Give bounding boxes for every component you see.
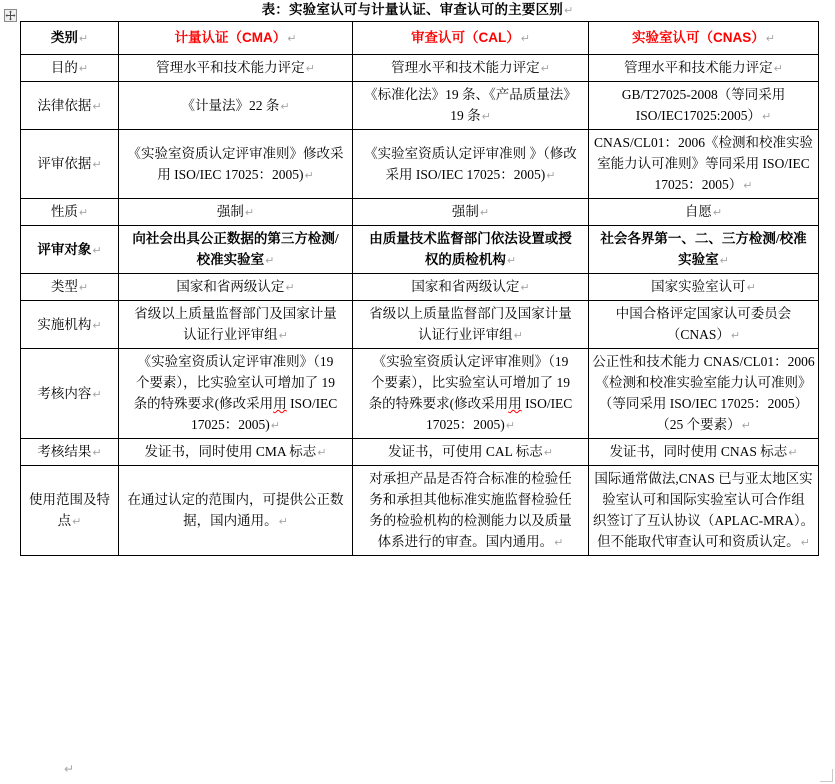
cell-line: （等同采用 ISO/IEC 17025：2005）: [598, 396, 809, 411]
cell-line: 国家和省两级认定↵: [411, 279, 530, 294]
cell-line: 在通过认定的范围内，可提供公正数: [127, 492, 344, 507]
cell-line: 条的特殊要求(修改采用用 ISO/IEC: [368, 396, 573, 411]
paragraph-mark: ↵: [773, 62, 783, 75]
cell-text: [121, 228, 350, 271]
cell-text: [591, 468, 816, 553]
cell-line: 据，国内通用。↵: [183, 513, 288, 528]
column-header-label: [21, 22, 119, 55]
paragraph-mark: ↵: [280, 99, 290, 113]
paragraph-mark: ↵: [762, 110, 772, 123]
paragraph-mark: ↵: [746, 281, 756, 294]
cell-cal-7: [353, 349, 589, 439]
cell-cma-6: [119, 301, 353, 349]
cell-line: 公正性和技术能力 CNAS/CL01：2006: [592, 354, 815, 369]
cell-line: 省级以上质量监督部门及国家计量: [369, 306, 572, 321]
cell-text: [355, 201, 586, 223]
cell-text: [355, 143, 586, 186]
paragraph-mark: ↵: [479, 206, 490, 219]
cell-line: （CNAS）↵: [666, 327, 741, 342]
cell-line: 性质↵: [50, 204, 89, 219]
cell-text: [591, 441, 816, 463]
cell-text: [591, 351, 816, 436]
cell-line: 法律依据↵: [37, 97, 102, 113]
cell-text: [121, 57, 350, 79]
paragraph-mark: ↵: [304, 168, 314, 182]
column-header-label: 计量认证（CMA）: [174, 30, 287, 45]
cell-line: 19 条↵: [450, 108, 491, 123]
cell-text: [23, 153, 116, 175]
page-title-text: 表：实验室认可与计量认证、审查认可的主要区别: [261, 2, 563, 17]
paragraph-mark: ↵: [78, 281, 89, 294]
row-label-5: [21, 274, 119, 301]
cell-text: [23, 276, 116, 298]
cell-line: 验室认可和国际实验室认可合作组: [602, 492, 805, 507]
cell-line: 《实验室资质认定评审准则》（19: [372, 354, 569, 369]
cell-line: 体系进行的审查。国内通用。↵: [377, 534, 564, 549]
cell-text: [121, 201, 350, 223]
cell-text: [355, 84, 586, 127]
cell-cma-7: [119, 349, 353, 439]
paragraph-mark: ↵: [265, 254, 275, 267]
cell-text: [121, 276, 350, 298]
table-row: [21, 199, 819, 226]
paragraph-mark: ↵: [72, 515, 82, 528]
cell-line: GB/T27025-2008（等同采用: [621, 87, 786, 102]
cell-cal-0: [353, 55, 589, 82]
table-row: [21, 439, 819, 466]
cell-line: ISO/IEC17025:2005）↵: [635, 108, 772, 123]
cell-line: 个要素），比实验室认可增加了 19: [370, 375, 571, 390]
cell-cma-4: [119, 226, 353, 274]
cell-line: 认证行业评审组↵: [183, 327, 288, 342]
paragraph-mark: ↵: [78, 206, 89, 219]
cell-line: 《计量法》22 条↵: [181, 97, 290, 113]
table-row: [21, 55, 819, 82]
cell-text: [355, 57, 586, 79]
cell-text: [355, 303, 586, 346]
paragraph-mark: ↵: [788, 446, 798, 459]
cell-cnas-4: [589, 226, 819, 274]
cell-line: 《实验室资质认定评审准则 》（修改: [364, 145, 577, 161]
cell-cma-8: [119, 439, 353, 466]
paragraph-mark: ↵: [92, 158, 102, 171]
table-row: [21, 226, 819, 274]
cell-line: 管理水平和技术能力评定↵: [624, 60, 783, 75]
cell-text: [23, 441, 116, 463]
column-header-cal: [353, 22, 589, 55]
cell-cnas-1: [589, 82, 819, 130]
cell-line: 认证行业评审组↵: [418, 327, 523, 342]
cell-line: 国家和省两级认定↵: [176, 279, 295, 294]
cell-line: 管理水平和技术能力评定↵: [391, 60, 550, 75]
cell-line: 用 ISO/IEC 17025：2005)↵: [157, 166, 314, 182]
cell-cnas-5: [589, 274, 819, 301]
paragraph-mark: ↵: [520, 32, 530, 45]
paragraph-mark: ↵: [563, 4, 574, 17]
paragraph-mark: ↵: [481, 110, 491, 123]
paragraph-mark: ↵: [78, 62, 89, 75]
cell-line: 织签订了互认协议（APLAC-MRA）。: [592, 513, 815, 528]
cell-text: [23, 489, 116, 532]
row-label-4: [21, 226, 119, 274]
spellcheck-underline: 用: [273, 396, 287, 411]
row-label-0: [21, 55, 119, 82]
cell-line: 《实验室资质认定评审准则》（19: [137, 354, 334, 369]
cell-line: 考核内容↵: [37, 385, 102, 401]
cell-text: [23, 95, 116, 117]
cell-cma-1: [119, 82, 353, 130]
cell-line: 向社会出具公正数据的第三方检测/: [132, 231, 339, 246]
cell-line: 权的质检机构↵: [424, 252, 517, 267]
cell-line: 点↵: [57, 513, 82, 528]
cell-text: [121, 303, 350, 346]
paragraph-mark: ↵: [78, 32, 89, 45]
cell-line: 校准实验室↵: [196, 252, 275, 267]
cell-cal-3: [353, 199, 589, 226]
cell-line: 条的特殊要求(修改采用用 ISO/IEC: [133, 396, 338, 411]
cell-line: 强制↵: [216, 204, 255, 219]
paragraph-mark: ↵: [92, 446, 102, 459]
cell-line: 类型↵: [50, 279, 89, 294]
paragraph-mark: ↵: [730, 329, 741, 342]
cell-line: 但不能取代审查认可和资质认定。↵: [597, 534, 810, 549]
cell-text: [121, 489, 350, 532]
cell-line: 个要素），比实验室认可增加了 19: [135, 375, 336, 390]
cell-line: 《检测和校准实验室能力认可准则》: [595, 375, 812, 390]
cell-line: 室能力认可准则》等同采用 ISO/IEC: [597, 156, 810, 171]
page-title: [0, 1, 835, 20]
cell-text: [23, 57, 116, 79]
cell-line: 采用 ISO/IEC 17025：2005)↵: [385, 166, 556, 182]
cell-line: 《实验室资质认定评审准则》修改采: [127, 145, 344, 161]
cell-line: 国际通常做法,CNAS 已与亚太地区实: [594, 471, 813, 486]
page-edge-marker: [820, 769, 833, 782]
table-row: [21, 274, 819, 301]
cell-cal-9: [353, 466, 589, 556]
paragraph-mark: ↵: [505, 419, 515, 432]
cell-text: [591, 228, 816, 271]
column-header-label: 审查认可（CAL）: [411, 30, 520, 45]
cell-line: 中国合格评定国家认可委员会: [615, 306, 792, 321]
cell-line: 国家实验室认可↵: [651, 279, 756, 294]
paragraph-mark: ↵: [305, 62, 315, 75]
cell-text: [355, 228, 586, 271]
cell-line: 17025：2005）↵: [654, 177, 753, 192]
column-header-label: 类别: [50, 30, 78, 45]
paragraph-mark: ↵: [554, 536, 564, 549]
column-header-label: 实验室认可（CNAS）: [632, 30, 765, 45]
cell-cal-4: [353, 226, 589, 274]
paragraph-mark: ↵: [712, 206, 723, 219]
paragraph-mark: ↵: [765, 32, 775, 45]
cell-line: 《标准化法》19 条、《产品质量法》: [364, 87, 577, 102]
paragraph-mark: ↵: [513, 329, 523, 342]
cell-cma-2: [119, 130, 353, 199]
cell-cma-5: [119, 274, 353, 301]
paragraph-mark: ↵: [546, 168, 556, 182]
paragraph-mark: ↵: [92, 387, 102, 401]
row-label-3: [21, 199, 119, 226]
paragraph-mark: ↵: [543, 446, 553, 459]
cell-line: 由质量技术监督部门依法设置或授: [369, 231, 572, 246]
cell-cnas-9: [589, 466, 819, 556]
cell-text: [591, 84, 816, 127]
cell-text: [591, 132, 816, 196]
cell-line: 省级以上质量监督部门及国家计量: [134, 306, 337, 321]
row-label-8: [21, 439, 119, 466]
cell-line: CNAS/CL01：2006《检测和校准实验: [593, 135, 813, 150]
comparison-table: [20, 21, 819, 556]
cell-text: [121, 441, 350, 463]
cell-line: 评审依据↵: [37, 156, 102, 171]
cell-cal-1: [353, 82, 589, 130]
cell-text: [591, 303, 816, 346]
cell-cal-5: [353, 274, 589, 301]
paragraph-mark: ↵: [520, 281, 530, 294]
cell-cma-3: [119, 199, 353, 226]
paragraph-mark: ↵: [540, 62, 550, 75]
column-header-cma: [119, 22, 353, 55]
cell-line: 发证书，同时使用 CNAS 标志↵: [609, 444, 798, 459]
cell-text: [23, 314, 116, 336]
trailing-paragraph-mark: ↵: [64, 762, 75, 776]
cell-text: [591, 201, 816, 223]
cell-cnas-7: [589, 349, 819, 439]
cell-cal-6: [353, 301, 589, 349]
cell-line: 考核结果↵: [37, 444, 102, 459]
cell-cal-2: [353, 130, 589, 199]
row-label-2: [21, 130, 119, 199]
table-row: [21, 130, 819, 199]
paragraph-mark: ↵: [92, 318, 102, 332]
cell-line: 自愿↵: [684, 204, 723, 219]
table-row: [21, 349, 819, 439]
cell-line: 17025：2005)↵: [191, 417, 280, 432]
column-header-cnas: [589, 22, 819, 55]
cell-line: 发证书，可使用 CAL 标志↵: [388, 444, 553, 459]
cell-line: 发证书，同时使用 CMA 标志↵: [144, 444, 327, 459]
cell-cnas-8: [589, 439, 819, 466]
cell-line: （25 个要素）↵: [656, 417, 751, 432]
cell-text: [355, 468, 586, 553]
cell-text: [23, 239, 116, 261]
cell-text: [355, 441, 586, 463]
cell-line: 评审对象↵: [37, 241, 102, 257]
row-label-6: [21, 301, 119, 349]
paragraph-mark: ↵: [741, 419, 751, 432]
paragraph-mark: ↵: [278, 515, 288, 528]
paragraph-mark: ↵: [287, 32, 297, 45]
cell-line: 17025：2005)↵: [426, 417, 515, 432]
paragraph-mark: ↵: [285, 281, 295, 294]
cell-cma-0: [119, 55, 353, 82]
cell-line: 使用范围及特: [29, 492, 110, 507]
paragraph-mark: ↵: [506, 254, 517, 267]
cell-line: 强制↵: [451, 204, 490, 219]
cell-line: 目的↵: [50, 60, 89, 75]
cell-text: [355, 351, 586, 436]
cell-text: [23, 383, 116, 405]
cell-line: 务的检验机构的检测能力以及质量: [369, 513, 572, 528]
cell-text: [355, 276, 586, 298]
paragraph-mark: ↵: [317, 446, 327, 459]
cell-text: [121, 95, 350, 117]
cell-cnas-0: [589, 55, 819, 82]
cell-text: [23, 201, 116, 223]
paragraph-mark: ↵: [92, 243, 102, 257]
cell-cal-8: [353, 439, 589, 466]
cell-text: [121, 351, 350, 436]
cell-text: [591, 57, 816, 79]
paragraph-mark: ↵: [92, 99, 102, 113]
cell-cma-9: [119, 466, 353, 556]
cell-cnas-2: [589, 130, 819, 199]
cell-cnas-6: [589, 301, 819, 349]
cell-line: 实施机构↵: [37, 316, 102, 332]
paragraph-mark: ↵: [743, 179, 753, 192]
table-row: [21, 301, 819, 349]
paragraph-mark: ↵: [278, 329, 288, 342]
row-label-1: [21, 82, 119, 130]
table-row: [21, 82, 819, 130]
cell-line: 务和承担其他标准实施监督检验任: [369, 492, 572, 507]
row-label-9: [21, 466, 119, 556]
cell-cnas-3: [589, 199, 819, 226]
table-row: [21, 466, 819, 556]
cell-text: [121, 143, 350, 186]
spellcheck-underline: 用: [508, 396, 522, 411]
cell-line: 实验室↵: [678, 252, 729, 267]
paragraph-mark: ↵: [719, 254, 729, 267]
paragraph-mark: ↵: [244, 206, 255, 219]
table-header-row: [21, 22, 819, 55]
cell-line: 社会各界第一、二、三方检测/校准: [600, 231, 807, 246]
cell-text: [591, 276, 816, 298]
paragraph-mark: ↵: [270, 419, 280, 432]
cell-line: 管理水平和技术能力评定↵: [156, 60, 315, 75]
cell-line: 对承担产品是否符合标准的检验任: [369, 471, 572, 486]
paragraph-mark: ↵: [800, 536, 810, 549]
row-label-7: [21, 349, 119, 439]
